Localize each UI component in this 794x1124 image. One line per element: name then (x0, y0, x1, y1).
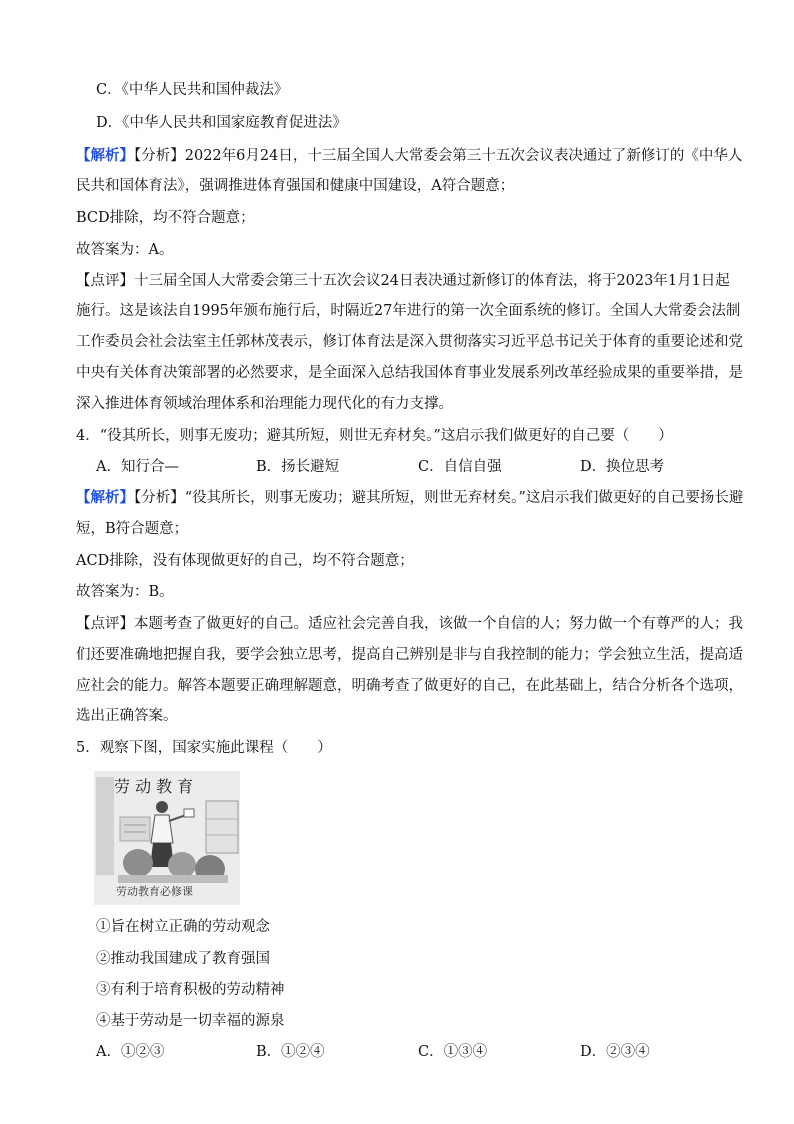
option-d: D．《中华人民共和国家庭教育促进法》 (96, 115, 347, 131)
analysis-text: 【分析】2022年6月24日，十三届全国人大常委会第三十五次会议表决通过了新修订的《中华人 (134, 148, 743, 164)
comment-line: 【点评】本题考查了做更好的自己。适应社会完善自我，该做一个自信的人；努力做一个有尊严的人；我 (76, 616, 743, 632)
option-c: C．①③④ (418, 1044, 488, 1060)
statement-1: ①旨在树立正确的劳动观念 (96, 919, 270, 935)
comment-line: 中央有关体育决策部署的必然要求，是全面深入总结我国体育事业发展系列改革经验成果的重要举措，是 (76, 365, 743, 381)
comment-line: 施行。这是该法自1995年颁布施行后，时隔近27年进行的第一次全面系统的修订。全国人大常委会法制 (76, 303, 741, 319)
options-row (96, 457, 736, 477)
option-d: D．换位思考 (580, 459, 665, 475)
statement-3: ③有利于培育积极的劳动精神 (96, 982, 285, 998)
analysis-line: ACD排除，没有体现做更好的自己，均不符合题意； (76, 553, 414, 569)
figure-caption: 劳动教育必修课 (116, 885, 193, 898)
analysis-tag: 【解析】 (76, 147, 134, 164)
figure-title: 劳 动 教 育 (114, 777, 194, 796)
option-a: A．知行合— (96, 459, 179, 475)
labor-education-illustration (94, 771, 240, 905)
comment-line: 们还要准确地把握自我，要学会独立思考，提高自己辨别是非与自我控制的能力；学会独立生活，提高适 (76, 647, 743, 663)
analysis-text: 【分析】“役其所长，则事无废功；避其所短，则世无弃材矣。”这启示我们做更好的自己要扬长避 (134, 490, 744, 506)
option-c: C．自信自强 (418, 459, 502, 475)
analysis-line (76, 146, 742, 166)
question-stem: 4．“役其所长，则事无废功；避其所短，则世无弃材矣。”这启示我们做更好的自己要（ ） (76, 428, 673, 444)
analysis-line: 短，B符合题意； (76, 521, 189, 537)
analysis-line (76, 488, 743, 508)
option-a: A．①②③ (96, 1044, 165, 1060)
statement-4: ④基于劳动是一切幸福的源泉 (96, 1013, 285, 1029)
options-row (96, 1042, 736, 1062)
option-d: D．②③④ (580, 1044, 650, 1060)
analysis-tag: 【解析】 (76, 489, 134, 506)
comment-line: 工作委员会社会法室主任郭林茂表示，修订体育法是深入贯彻落实习近平总书记关于体育的重要论述和党 (76, 334, 743, 350)
comment-line: 【点评】十三届全国人大常委会第三十五次会议24日表决通过新修订的体育法，将于2023年1月1日起 (76, 273, 730, 289)
analysis-line: 民共和国体育法》，强调推进体育强国和健康中国建设，A符合题意； (76, 178, 515, 194)
statement-2: ②推动我国建成了教育强国 (96, 951, 270, 967)
answer-line: 故答案为：A。 (76, 242, 174, 258)
question-stem: 5．观察下图，国家实施此课程（ ） (76, 740, 332, 756)
answer-line: 故答案为：B。 (76, 584, 174, 600)
comment-line: 选出正确答案。 (76, 708, 178, 724)
option-b: B．①②④ (256, 1044, 325, 1060)
analysis-line: BCD排除，均不符合题意； (76, 210, 255, 226)
comment-line: 深入推进体育领域治理体系和治理能力现代化的有力支撑。 (76, 396, 453, 412)
option-b: B．扬长避短 (256, 459, 340, 475)
comment-line: 应社会的能力。解答本题要正确理解题意，明确考查了做更好的自己，在此基础上，结合分析各个选项， (76, 678, 743, 694)
option-c: C．《中华人民共和国仲裁法》 (96, 82, 289, 98)
